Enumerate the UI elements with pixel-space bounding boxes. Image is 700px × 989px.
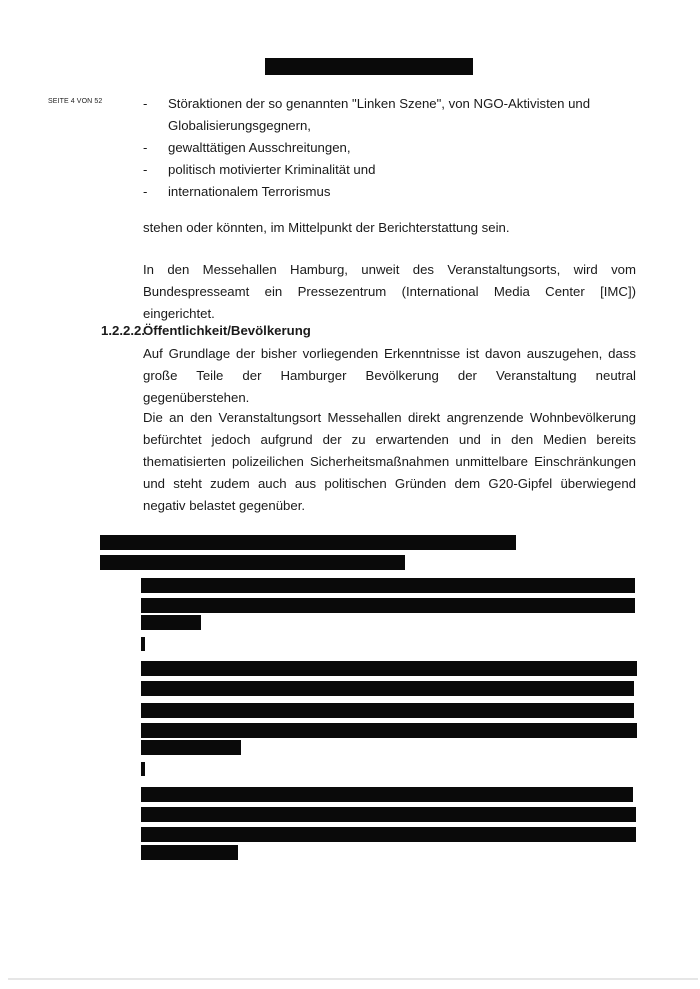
redacted-line — [141, 845, 238, 860]
bullet-dash: - — [143, 96, 148, 111]
redacted-line — [141, 703, 634, 718]
section-number: 1.2.2.2. — [101, 323, 145, 338]
redacted-line — [141, 661, 637, 676]
paragraph: Die an den Veranstaltungsort Messehallen direkt angrenzende Wohnbevölkerung befürchtet jedoch aufgrund der zu erwartenden und in den Medien bereits thematisierten polizeilichen Sicherheitsmaßnahmen unmittelbare Einschränkungen und steht zudem auch aus politischen Gründen dem G20-Gipfel überwiegend negativ belastet gegenüber. — [143, 410, 636, 513]
paragraph: Auf Grundlage der bisher vorliegenden Erkenntnisse ist davon auszugehen, dass große Teile der Hamburger Bevölkerung der Veranstaltung neutral gegenüberstehen. — [143, 346, 636, 405]
list-item-text: Störaktionen der so genannten "Linken Szene", von NGO-Aktivisten und Globalisierungsgegnern, — [168, 96, 591, 133]
list-item — [143, 93, 643, 137]
list-item — [143, 181, 643, 203]
page-edge-divider — [8, 978, 698, 980]
redacted-line — [141, 762, 145, 776]
bullet-dash: - — [143, 140, 148, 155]
list-item-text: politisch motivierter Kriminalität und — [168, 162, 376, 177]
section-heading — [101, 320, 311, 342]
list-item — [143, 159, 643, 181]
redacted-line — [141, 740, 241, 755]
redacted-line — [141, 723, 637, 738]
paragraph: stehen oder könnten, im Mittelpunkt der Berichterstattung sein. — [143, 220, 510, 235]
redacted-line — [141, 615, 201, 630]
redacted-line — [141, 827, 636, 842]
page-number: SEITE 4 VON 52 — [48, 98, 103, 105]
redacted-line — [141, 807, 636, 822]
redacted-line — [141, 578, 635, 593]
bullet-dash: - — [143, 184, 148, 199]
redacted-line — [141, 637, 145, 651]
list-item-text: internationalem Terrorismus — [168, 184, 331, 199]
paragraph: In den Messehallen Hamburg, unweit des Veranstaltungsorts, wird vom Bundespresseamt ein Pressezentrum (International Media Center [IMC]) eingerichtet. — [143, 262, 636, 321]
bullet-list — [143, 93, 643, 203]
bullet-dash: - — [143, 162, 148, 177]
redacted-line — [100, 535, 516, 550]
list-item — [143, 137, 643, 159]
redacted-line — [141, 787, 633, 802]
redacted-line — [141, 681, 634, 696]
redacted-line — [100, 555, 405, 570]
redacted-header — [265, 58, 473, 75]
list-item-text: gewalttätigen Ausschreitungen, — [168, 140, 351, 155]
redacted-line — [141, 598, 635, 613]
section-title: Öffentlichkeit/Bevölkerung — [143, 323, 311, 338]
